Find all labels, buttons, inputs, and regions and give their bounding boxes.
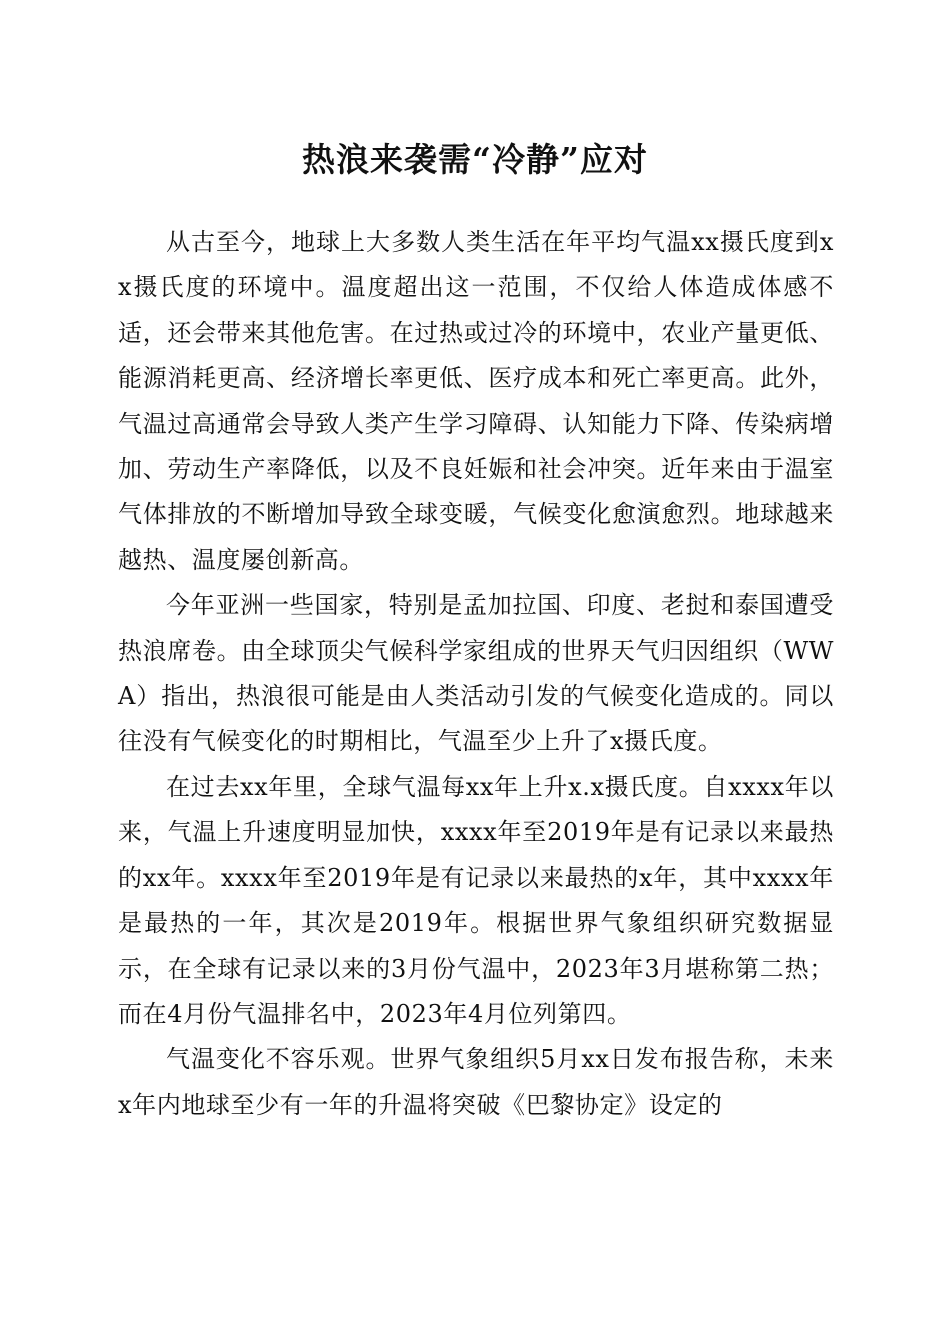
paragraph-3: 在过去xx年里，全球气温每xx年上升x.x摄氏度。自xxxx年以来，气温上升速度明显加快，xxxx年至2019年是有记录以来最热的xx年。xxxx年至2019年是有记录以来最热的x年，其中xxxx年是最热的一年，其次是2019年。根据世界气象组织研究数据显示，在全球有记录以来的3月份气温中，2023年3月堪称第二热；而在4月份气温排名中，2023年4月位列第四。 (118, 772, 834, 1028)
paragraph-4: 气温变化不容乐观。世界气象组织5月xx日发布报告称，未来x年内地球至少有一年的升温将突破《巴黎协定》设定的 (118, 1045, 834, 1119)
document-title: 热浪来袭需“冷静”应对 (302, 140, 648, 179)
paragraph-1: 从古至今，地球上大多数人类生活在年平均气温xx摄氏度到xx摄氏度的环境中。温度超出这一范围，不仅给人体造成体感不适，还会带来其他危害。在过热或过冷的环境中，农业产量更低、能源消耗更高、经济增长率更低、医疗成本和死亡率更高。此外，气温过高通常会导致人类产生学习障碍、认知能力下降、传染病增加、劳动生产率降低，以及不良妊娠和社会冲突。近年来由于温室气体排放的不断增加导致全球变暖，气候变化愈演愈烈。地球越来越热、温度屡创新高。 (118, 228, 834, 574)
paragraph-2: 今年亚洲一些国家，特别是孟加拉国、印度、老挝和泰国遭受热浪席卷。由全球顶尖气候科学家组成的世界天气归因组织（WWA）指出，热浪很可能是由人类活动引发的气候变化造成的。同以往没有气候变化的时期相比，气温至少上升了x摄氏度。 (118, 591, 834, 756)
document-body (118, 220, 834, 1128)
